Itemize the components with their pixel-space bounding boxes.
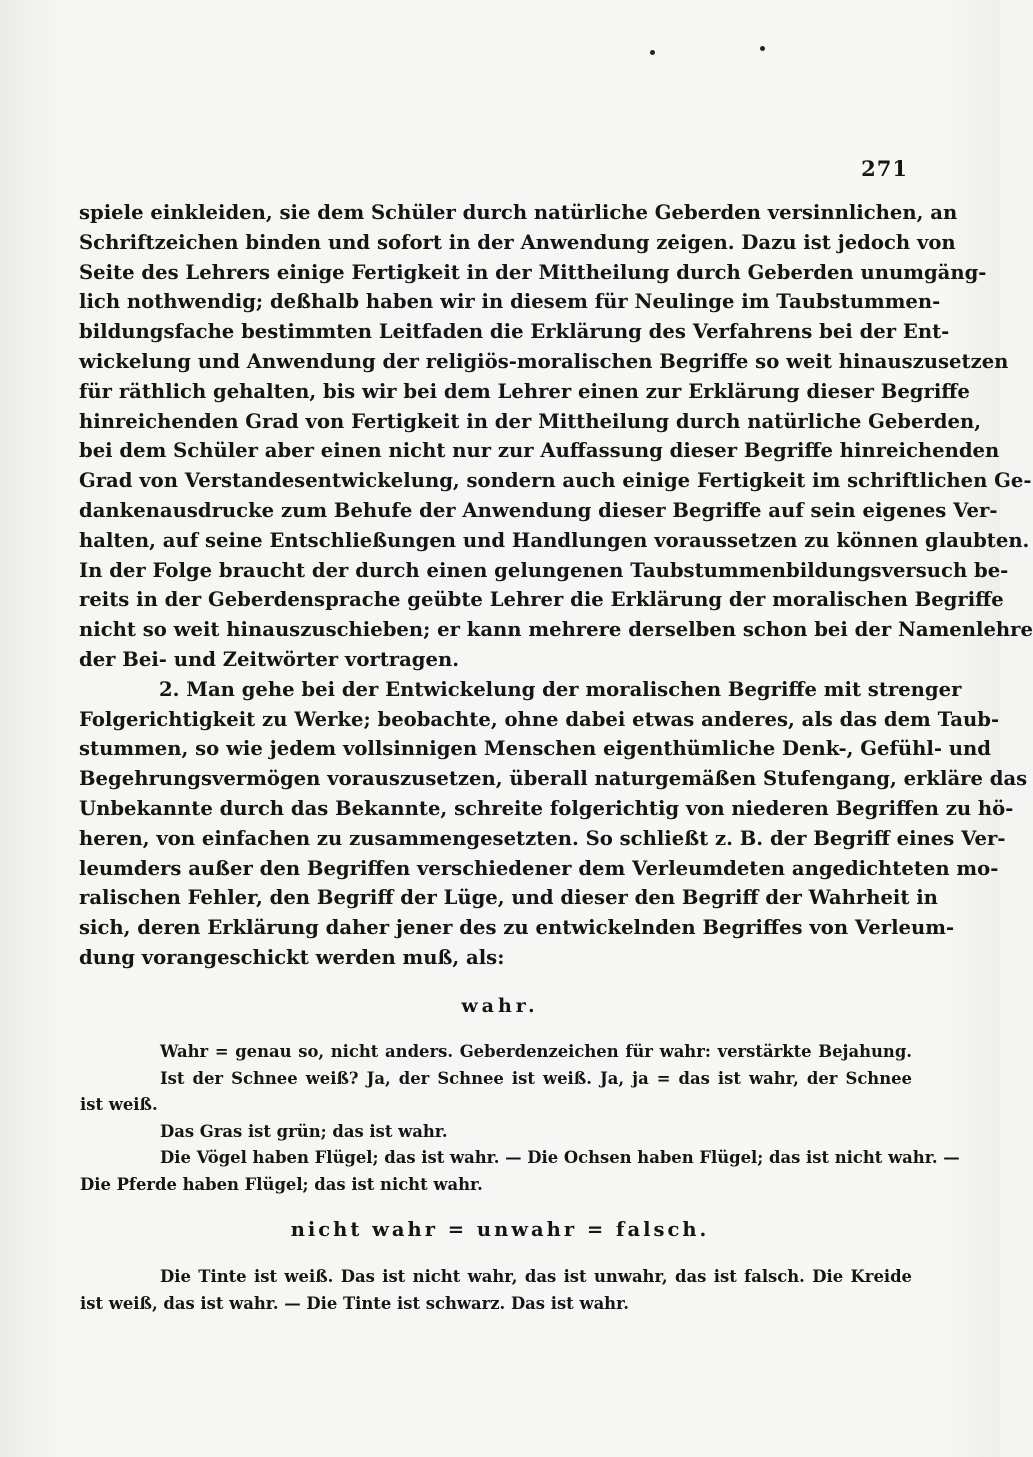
- example-line: Das Gras ist grün; das ist wahr.: [160, 1121, 448, 1141]
- text-line: bildungsfache bestimmten Leitfaden die Erklärung des Verfahrens bei der Ent-: [79, 320, 950, 344]
- main-text: [79, 198, 1033, 973]
- example-line: Wahr = genau so, nicht anders. Geberdenzeichen für wahr: verstärkte Bejahung.: [160, 1042, 912, 1061]
- section-heading-nicht-wahr: nicht wahr = unwahr = falsch.: [290, 1218, 710, 1241]
- text-line: stummen, so wie jedem vollsinnigen Menschen eigenthümliche Denk-, Gefühl- und: [79, 737, 991, 761]
- example-line: Die Vögel haben Flügel; das ist wahr. — Die Ochsen haben Flügel; das ist nicht wahr. —: [160, 1148, 960, 1167]
- text-line: hinreichenden Grad von Fertigkeit in der Mittheilung durch natürliche Geberden,: [79, 409, 982, 433]
- text-line: Unbekannte durch das Bekannte, schreite folgerichtig von niederen Begriffen zu hö-: [79, 796, 1014, 820]
- text-line: Seite des Lehrers einige Fertigkeit in der Mittheilung durch Geberden unumgäng-: [79, 260, 987, 284]
- text-line: Schriftzeichen binden und sofort in der Anwendung zeigen. Dazu ist jedoch von: [79, 230, 956, 254]
- text-line: ralischen Fehler, den Begriff der Lüge, und dieser den Begriff der Wahrheit in: [79, 886, 938, 910]
- text-line: lich nothwendig; deßhalb haben wir in diesem für Neulinge im Taubstummen-: [79, 290, 941, 314]
- example-line: Die Pferde haben Flügel; das ist nicht wahr.: [80, 1174, 483, 1194]
- example-line: ist weiß, das ist wahr. — Die Tinte ist schwarz. Das ist wahr.: [80, 1293, 629, 1313]
- text-line: Grad von Verstandesentwickelung, sondern auch einige Fertigkeit im schriftlichen Ge-: [79, 469, 1032, 493]
- text-line: heren, von einfachen zu zusammengesetzten. So schließt z. B. der Begriff eines Ver-: [79, 826, 1006, 850]
- text-line: bei dem Schüler aber einen nicht nur zur Auffassung dieser Begriffe hinreichenden: [79, 439, 1000, 463]
- text-line: sich, deren Erklärung daher jener des zu entwickelnden Begriffes von Verleum-: [79, 916, 955, 940]
- text-line: wickelung und Anwendung der religiös-moralischen Begriffe so weit hinauszusetzen: [79, 349, 1009, 373]
- text-line: leumders außer den Begriffen verschiedener dem Verleumdeten angedichteten mo-: [79, 856, 999, 880]
- example-line: Die Tinte ist weiß. Das ist nicht wahr, das ist unwahr, das ist falsch. Die Kreide: [160, 1267, 912, 1286]
- falsch-examples: [80, 1264, 912, 1317]
- text-line: der Bei- und Zeitwörter vortragen.: [79, 647, 460, 671]
- wahr-examples: [80, 1039, 960, 1198]
- text-line: reits in der Geberdensprache geübte Lehrer die Erklärung der moralischen Begriffe: [79, 588, 1004, 612]
- example-line: Ist der Schnee weiß? Ja, der Schnee ist weiß. Ja, ja = das ist wahr, der Schnee: [160, 1068, 912, 1088]
- text-line: für räthlich gehalten, bis wir bei dem Lehrer einen zur Erklärung dieser Begriffe: [79, 379, 970, 403]
- text-line: nicht so weit hinauszuschieben; er kann mehrere derselben schon bei der Namenlehre: [79, 618, 1033, 642]
- text-line: In der Folge braucht der durch einen gelungenen Taubstummenbildungsversuch be-: [79, 558, 1009, 582]
- text-line: Folgerichtigkeit zu Werke; beobachte, ohne dabei etwas anderes, als das dem Taub-: [79, 707, 1000, 731]
- section-heading-wahr: wahr.: [461, 995, 539, 1017]
- example-line: ist weiß.: [80, 1095, 158, 1114]
- ink-speck: [760, 46, 765, 51]
- page-number: 271: [861, 156, 908, 181]
- text-line: spiele einkleiden, sie dem Schüler durch natürliche Geberden versinnlichen, an: [79, 201, 958, 224]
- ink-speck: [650, 50, 655, 55]
- text-line: halten, auf seine Entschließungen und Handlungen voraussetzen zu können glaubten.: [79, 528, 1030, 552]
- text-line: 2. Man gehe bei der Entwickelung der moralischen Begriffe mit strenger: [159, 677, 962, 701]
- text-line: dung vorangeschickt werden muß, als:: [79, 945, 505, 969]
- text-line: Begehrungsvermögen vorauszusetzen, überall naturgemäßen Stufengang, erkläre das: [79, 767, 1028, 791]
- text-line: dankenausdrucke zum Behufe der Anwendung dieser Begriffe auf sein eigenes Ver-: [79, 498, 998, 522]
